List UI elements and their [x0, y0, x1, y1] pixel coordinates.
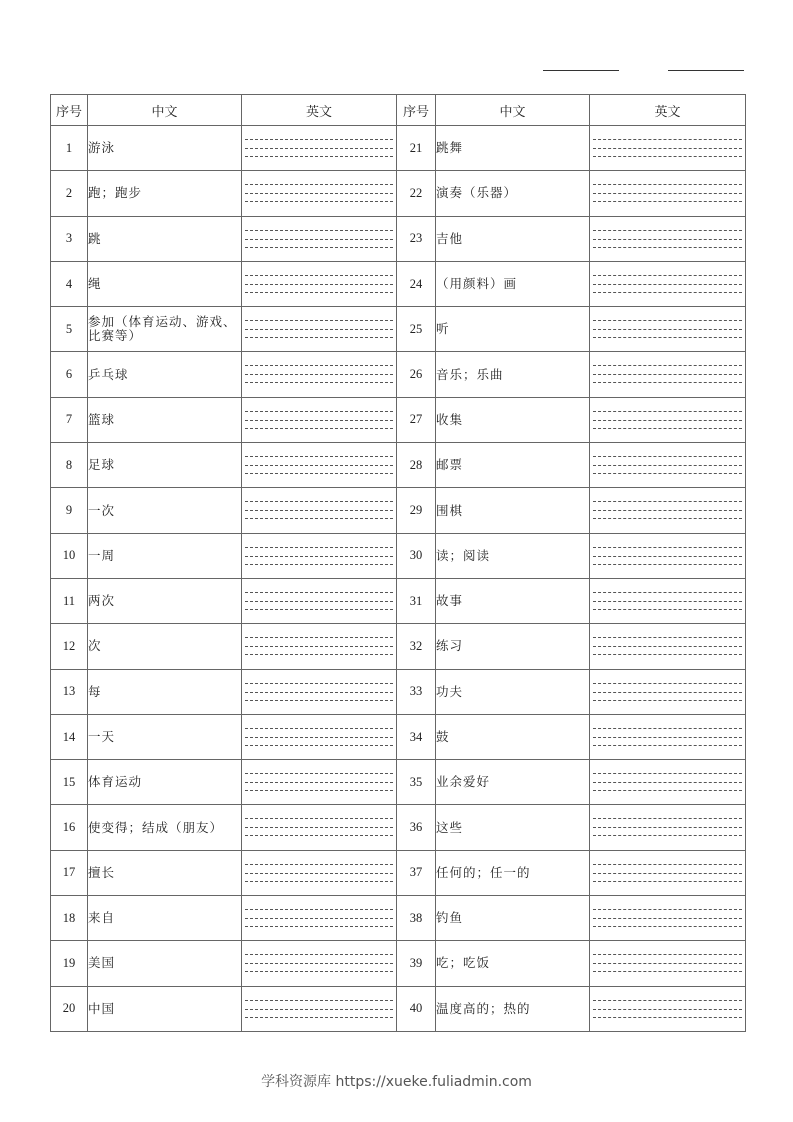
table-row — [51, 488, 746, 533]
item-number: 30 — [397, 533, 436, 578]
writing-guide-line — [245, 420, 393, 421]
table-row — [51, 578, 746, 623]
table-body — [51, 126, 746, 1032]
writing-guide-line — [593, 609, 742, 610]
english-answer-field[interactable] — [590, 171, 746, 216]
writing-guide-line — [245, 456, 393, 457]
item-number: 3 — [51, 216, 88, 261]
writing-guide-line — [245, 365, 393, 366]
english-answer-field[interactable] — [242, 397, 397, 442]
writing-guide-line — [245, 411, 393, 412]
writing-guide-line — [245, 547, 393, 548]
writing-guide-line — [593, 918, 742, 919]
writing-guide-line — [593, 247, 742, 248]
table-row — [51, 126, 746, 171]
chinese-term: 一次 — [88, 488, 242, 533]
writing-guide-line — [245, 692, 393, 693]
writing-guide-line — [245, 782, 393, 783]
item-number: 2 — [51, 171, 88, 216]
chinese-term: 一周 — [88, 533, 242, 578]
item-number: 15 — [51, 760, 88, 805]
english-answer-field[interactable] — [242, 986, 397, 1031]
english-answer-field[interactable] — [590, 624, 746, 669]
writing-guide-line — [593, 473, 742, 474]
chinese-term: 围棋 — [436, 488, 590, 533]
english-answer-field[interactable] — [590, 850, 746, 895]
chinese-term: 跳舞 — [436, 126, 590, 171]
header-num-right: 序号 — [397, 95, 436, 126]
english-answer-field[interactable] — [242, 896, 397, 941]
english-answer-field[interactable] — [590, 986, 746, 1031]
writing-guide-line — [593, 139, 742, 140]
writing-guide-line — [245, 954, 393, 955]
table-header-row — [51, 95, 746, 126]
writing-guide-line — [593, 184, 742, 185]
chinese-term: 业余爱好 — [436, 760, 590, 805]
english-answer-field[interactable] — [242, 805, 397, 850]
writing-guide-line — [245, 971, 393, 972]
item-number: 32 — [397, 624, 436, 669]
name-blank-line[interactable] — [543, 70, 619, 71]
writing-guide-line — [245, 1000, 393, 1001]
writing-guide-line — [593, 1017, 742, 1018]
item-number: 6 — [51, 352, 88, 397]
writing-guide-line — [245, 609, 393, 610]
header-english-right: 英文 — [590, 95, 746, 126]
chinese-term: 游泳 — [88, 126, 242, 171]
writing-guide-line — [245, 230, 393, 231]
writing-guide-line — [593, 518, 742, 519]
writing-guide-line — [245, 320, 393, 321]
writing-guide-line — [593, 510, 742, 511]
header-num-left: 序号 — [51, 95, 88, 126]
item-number: 29 — [397, 488, 436, 533]
writing-guide-line — [593, 790, 742, 791]
english-answer-field[interactable] — [590, 261, 746, 306]
writing-guide-line — [593, 239, 742, 240]
writing-guide-line — [245, 382, 393, 383]
item-number: 12 — [51, 624, 88, 669]
item-number: 20 — [51, 986, 88, 1031]
writing-guide-line — [593, 556, 742, 557]
writing-guide-line — [245, 873, 393, 874]
chinese-term: 吃；吃饭 — [436, 941, 590, 986]
writing-guide-line — [245, 239, 393, 240]
writing-guide-line — [245, 637, 393, 638]
item-number: 18 — [51, 896, 88, 941]
writing-guide-line — [245, 818, 393, 819]
english-answer-field[interactable] — [590, 397, 746, 442]
writing-guide-line — [245, 881, 393, 882]
chinese-term: 跳 — [88, 216, 242, 261]
writing-guide-line — [593, 683, 742, 684]
item-number: 16 — [51, 805, 88, 850]
chinese-term: 邮票 — [436, 443, 590, 488]
english-answer-field[interactable] — [242, 941, 397, 986]
item-number: 22 — [397, 171, 436, 216]
writing-guide-line — [593, 320, 742, 321]
writing-guide-line — [245, 963, 393, 964]
writing-guide-line — [245, 156, 393, 157]
chinese-term: 鼓 — [436, 714, 590, 759]
item-number: 31 — [397, 578, 436, 623]
writing-guide-line — [593, 646, 742, 647]
chinese-term: 练习 — [436, 624, 590, 669]
item-number: 37 — [397, 850, 436, 895]
writing-guide-line — [593, 818, 742, 819]
writing-guide-line — [593, 954, 742, 955]
item-number: 39 — [397, 941, 436, 986]
writing-guide-line — [593, 382, 742, 383]
writing-guide-line — [593, 411, 742, 412]
chinese-term: 音乐；乐曲 — [436, 352, 590, 397]
english-answer-field[interactable] — [590, 126, 746, 171]
item-number: 21 — [397, 126, 436, 171]
table-row — [51, 216, 746, 261]
table-row — [51, 624, 746, 669]
writing-guide-line — [245, 374, 393, 375]
writing-guide-line — [245, 926, 393, 927]
chinese-term: 读；阅读 — [436, 533, 590, 578]
chinese-term: 擅长 — [88, 850, 242, 895]
writing-guide-line — [593, 592, 742, 593]
chinese-term: 篮球 — [88, 397, 242, 442]
header-chinese-left: 中文 — [88, 95, 242, 126]
english-answer-field[interactable] — [242, 216, 397, 261]
item-number: 25 — [397, 307, 436, 352]
writing-guide-line — [593, 201, 742, 202]
writing-guide-line — [245, 247, 393, 248]
writing-guide-line — [245, 510, 393, 511]
writing-guide-line — [593, 637, 742, 638]
writing-guide-line — [245, 1017, 393, 1018]
writing-guide-line — [245, 601, 393, 602]
english-answer-field[interactable] — [590, 443, 746, 488]
english-answer-field[interactable] — [242, 714, 397, 759]
table-row — [51, 261, 746, 306]
item-number: 38 — [397, 896, 436, 941]
writing-guide-line — [593, 337, 742, 338]
english-answer-field[interactable] — [242, 533, 397, 578]
writing-guide-line — [245, 835, 393, 836]
table-row — [51, 714, 746, 759]
footer-source: 学科资源库 https://xueke.fuliadmin.com — [261, 1074, 532, 1090]
writing-guide-line — [245, 284, 393, 285]
chinese-term: 功夫 — [436, 669, 590, 714]
header-english-left: 英文 — [242, 95, 397, 126]
writing-guide-line — [245, 556, 393, 557]
writing-guide-line — [593, 329, 742, 330]
writing-guide-line — [593, 873, 742, 874]
writing-guide-line — [245, 745, 393, 746]
chinese-term: 参加（体育运动、游戏、比赛等） — [88, 307, 242, 352]
chinese-term: 这些 — [436, 805, 590, 850]
writing-guide-line — [245, 275, 393, 276]
writing-guide-line — [245, 501, 393, 502]
item-number: 19 — [51, 941, 88, 986]
chinese-term: 听 — [436, 307, 590, 352]
chinese-term: 吉他 — [436, 216, 590, 261]
chinese-term: 一天 — [88, 714, 242, 759]
table-row — [51, 850, 746, 895]
writing-guide-line — [593, 230, 742, 231]
writing-guide-line — [593, 365, 742, 366]
writing-guide-line — [593, 1009, 742, 1010]
writing-guide-line — [593, 501, 742, 502]
english-answer-field[interactable] — [590, 896, 746, 941]
item-number: 17 — [51, 850, 88, 895]
writing-guide-line — [245, 909, 393, 910]
item-number: 40 — [397, 986, 436, 1031]
writing-guide-line — [245, 139, 393, 140]
writing-guide-line — [245, 518, 393, 519]
writing-guide-line — [593, 547, 742, 548]
item-number: 35 — [397, 760, 436, 805]
item-number: 9 — [51, 488, 88, 533]
item-number: 1 — [51, 126, 88, 171]
writing-guide-line — [593, 728, 742, 729]
chinese-term: 两次 — [88, 578, 242, 623]
english-answer-field[interactable] — [242, 488, 397, 533]
writing-guide-line — [593, 864, 742, 865]
item-number: 24 — [397, 261, 436, 306]
chinese-term: 跑；跑步 — [88, 171, 242, 216]
table-row — [51, 760, 746, 805]
writing-guide-line — [245, 646, 393, 647]
writing-guide-line — [245, 773, 393, 774]
item-number: 13 — [51, 669, 88, 714]
chinese-term: （用颜料）画 — [436, 261, 590, 306]
writing-guide-line — [245, 337, 393, 338]
writing-guide-line — [593, 284, 742, 285]
chinese-term: 任何的；任一的 — [436, 850, 590, 895]
writing-guide-line — [245, 329, 393, 330]
english-answer-field[interactable] — [590, 669, 746, 714]
writing-guide-line — [593, 420, 742, 421]
writing-guide-line — [593, 827, 742, 828]
writing-guide-line — [245, 864, 393, 865]
writing-guide-line — [593, 275, 742, 276]
table-row — [51, 443, 746, 488]
english-answer-field[interactable] — [590, 805, 746, 850]
writing-guide-line — [245, 700, 393, 701]
writing-guide-line — [593, 465, 742, 466]
writing-guide-line — [593, 745, 742, 746]
writing-guide-line — [245, 201, 393, 202]
english-answer-field[interactable] — [590, 714, 746, 759]
chinese-term: 收集 — [436, 397, 590, 442]
writing-guide-line — [593, 428, 742, 429]
table-row — [51, 669, 746, 714]
writing-guide-line — [593, 737, 742, 738]
writing-guide-line — [593, 456, 742, 457]
english-answer-field[interactable] — [242, 624, 397, 669]
item-number: 7 — [51, 397, 88, 442]
item-number: 8 — [51, 443, 88, 488]
writing-guide-line — [245, 1009, 393, 1010]
item-number: 14 — [51, 714, 88, 759]
writing-guide-line — [593, 148, 742, 149]
page-footer — [0, 1071, 793, 1091]
writing-guide-line — [593, 601, 742, 602]
chinese-term: 故事 — [436, 578, 590, 623]
chinese-term: 温度高的；热的 — [436, 986, 590, 1031]
writing-guide-line — [593, 292, 742, 293]
table-row — [51, 941, 746, 986]
vocabulary-table — [50, 94, 746, 1032]
english-answer-field[interactable] — [242, 760, 397, 805]
english-answer-field[interactable] — [590, 488, 746, 533]
chinese-term: 使变得；结成（朋友） — [88, 805, 242, 850]
english-answer-field[interactable] — [590, 760, 746, 805]
writing-guide-line — [593, 193, 742, 194]
english-answer-field[interactable] — [242, 352, 397, 397]
chinese-term: 次 — [88, 624, 242, 669]
header-chinese-right: 中文 — [436, 95, 590, 126]
writing-guide-line — [593, 782, 742, 783]
writing-guide-line — [245, 918, 393, 919]
item-number: 26 — [397, 352, 436, 397]
chinese-term: 体育运动 — [88, 760, 242, 805]
writing-guide-line — [593, 971, 742, 972]
table-row — [51, 397, 746, 442]
writing-guide-line — [245, 292, 393, 293]
item-number: 33 — [397, 669, 436, 714]
chinese-term: 来自 — [88, 896, 242, 941]
item-number: 10 — [51, 533, 88, 578]
table-row — [51, 896, 746, 941]
chinese-term: 美国 — [88, 941, 242, 986]
item-number: 34 — [397, 714, 436, 759]
table-row — [51, 986, 746, 1031]
writing-guide-line — [593, 156, 742, 157]
chinese-term: 足球 — [88, 443, 242, 488]
writing-guide-line — [245, 728, 393, 729]
writing-guide-line — [593, 881, 742, 882]
writing-guide-line — [593, 374, 742, 375]
chinese-term: 每 — [88, 669, 242, 714]
writing-guide-line — [593, 654, 742, 655]
writing-guide-line — [245, 148, 393, 149]
chinese-term: 绳 — [88, 261, 242, 306]
writing-guide-line — [593, 835, 742, 836]
english-answer-field[interactable] — [590, 533, 746, 578]
writing-guide-line — [245, 428, 393, 429]
writing-guide-line — [245, 473, 393, 474]
item-number: 27 — [397, 397, 436, 442]
class-blank-line[interactable] — [668, 70, 744, 71]
english-answer-field[interactable] — [242, 850, 397, 895]
table-row — [51, 533, 746, 578]
chinese-term: 乒乓球 — [88, 352, 242, 397]
chinese-term: 中国 — [88, 986, 242, 1031]
writing-guide-line — [593, 1000, 742, 1001]
english-answer-field[interactable] — [590, 216, 746, 261]
table-row — [51, 171, 746, 216]
writing-guide-line — [245, 592, 393, 593]
english-answer-field[interactable] — [242, 669, 397, 714]
writing-guide-line — [245, 827, 393, 828]
writing-guide-line — [245, 654, 393, 655]
writing-guide-line — [245, 465, 393, 466]
english-answer-field[interactable] — [242, 307, 397, 352]
writing-guide-line — [245, 193, 393, 194]
writing-guide-line — [245, 683, 393, 684]
writing-guide-line — [245, 184, 393, 185]
writing-guide-line — [245, 564, 393, 565]
table-row — [51, 805, 746, 850]
writing-guide-line — [245, 790, 393, 791]
item-number: 36 — [397, 805, 436, 850]
item-number: 23 — [397, 216, 436, 261]
item-number: 5 — [51, 307, 88, 352]
english-answer-field[interactable] — [242, 443, 397, 488]
english-answer-field[interactable] — [242, 171, 397, 216]
writing-guide-line — [593, 926, 742, 927]
writing-guide-line — [593, 692, 742, 693]
item-number: 4 — [51, 261, 88, 306]
writing-guide-line — [593, 564, 742, 565]
chinese-term: 钓鱼 — [436, 896, 590, 941]
writing-guide-line — [593, 963, 742, 964]
english-answer-field[interactable] — [590, 307, 746, 352]
english-answer-field[interactable] — [590, 941, 746, 986]
writing-guide-line — [245, 737, 393, 738]
english-answer-field[interactable] — [590, 578, 746, 623]
english-answer-field[interactable] — [242, 578, 397, 623]
writing-guide-line — [593, 773, 742, 774]
item-number: 11 — [51, 578, 88, 623]
english-answer-field[interactable] — [242, 261, 397, 306]
writing-guide-line — [593, 700, 742, 701]
chinese-term: 演奏（乐器） — [436, 171, 590, 216]
english-answer-field[interactable] — [242, 126, 397, 171]
writing-guide-line — [593, 909, 742, 910]
item-number: 28 — [397, 443, 436, 488]
table-row — [51, 307, 746, 352]
table-row — [51, 352, 746, 397]
english-answer-field[interactable] — [590, 352, 746, 397]
